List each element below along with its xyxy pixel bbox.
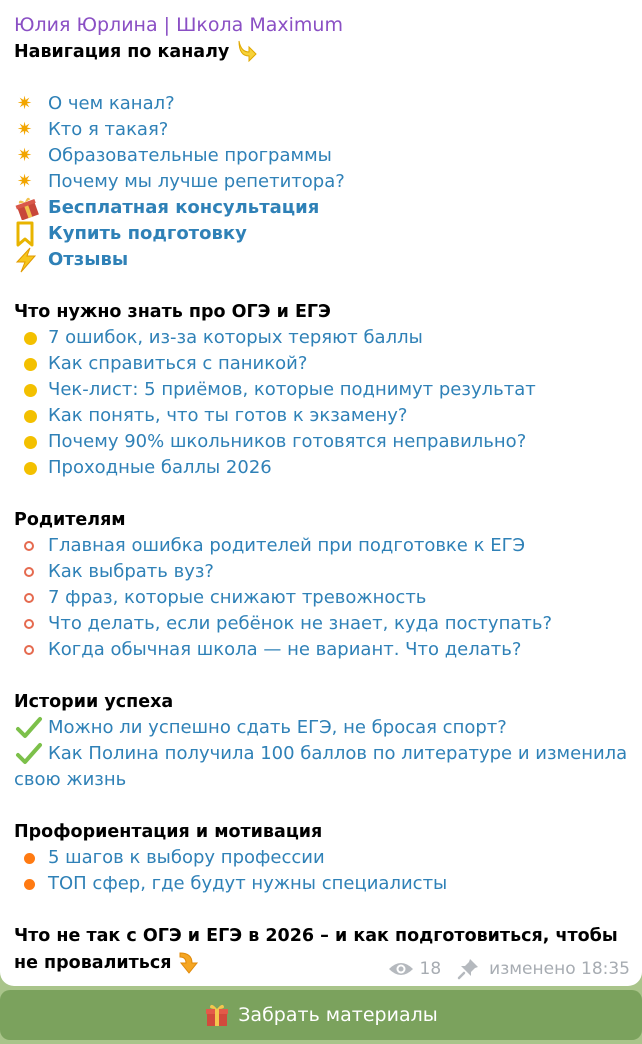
parents-item[interactable]: Как выбрать вуз?	[14, 559, 628, 585]
lightning-icon	[14, 247, 38, 273]
sparkle-icon: ✷	[17, 171, 33, 192]
nav-item-who[interactable]: ✷ Кто я такая?	[14, 117, 628, 143]
sparkle-icon: ✷	[17, 145, 33, 166]
views-count: 18	[419, 959, 442, 979]
nav-item-why[interactable]: ✷ Почему мы лучше репетитора?	[14, 169, 628, 195]
yellow-dot-icon	[24, 384, 37, 397]
yellow-dot-icon	[24, 410, 37, 423]
success-item[interactable]: Можно ли успешно сдать ЕГЭ, не бросая спорт?	[14, 715, 628, 741]
career-title: Профориентация и мотивация	[14, 822, 323, 842]
ring-icon	[24, 541, 34, 551]
get-materials-label: Забрать материалы	[238, 1004, 438, 1026]
nav-item-buy[interactable]: Купить подготовку	[14, 221, 628, 247]
footer-text: Что не так с ОГЭ и ЕГЭ в 2026 – и как подготовиться, чтобы не провалиться	[14, 926, 618, 973]
parents-item[interactable]: Главная ошибка родителей при подготовке к ЕГЭ	[14, 533, 628, 559]
eye-icon	[388, 960, 414, 978]
career-item[interactable]: ТОП сфер, где будут нужны специалисты	[14, 871, 628, 897]
gift-icon	[14, 196, 40, 220]
yellow-dot-icon	[24, 462, 37, 475]
parents-item[interactable]: Когда обычная школа — не вариант. Что делать?	[14, 637, 628, 663]
orange-dot-icon	[24, 879, 35, 890]
bookmark-icon	[14, 221, 36, 247]
message-meta	[388, 958, 631, 980]
parents-title: Родителям	[14, 510, 126, 530]
parents-item[interactable]: Что делать, если ребёнок не знает, куда поступать?	[14, 611, 628, 637]
pin-icon	[457, 958, 479, 980]
nav-item-about[interactable]: ✷ О чем канал?	[14, 91, 628, 117]
parents-item[interactable]: 7 фраз, которые снижают тревожность	[14, 585, 628, 611]
sparkle-icon: ✷	[17, 119, 33, 140]
oge-item[interactable]: Чек-лист: 5 приёмов, которые поднимут результат	[14, 377, 628, 403]
ring-icon	[24, 645, 34, 655]
success-item-continued[interactable]: свою жизнь	[14, 769, 127, 790]
yellow-dot-icon	[24, 436, 37, 449]
ring-icon	[24, 567, 34, 577]
yellow-dot-icon	[24, 332, 37, 345]
yellow-dot-icon	[24, 358, 37, 371]
checkmark-icon	[15, 742, 43, 766]
checkmark-icon	[15, 716, 43, 740]
channel-author[interactable]: Юлия Юрлина | Школа Maximum	[14, 14, 343, 36]
oge-item[interactable]: Как понять, что ты готов к экзамену?	[14, 403, 628, 429]
nav-item-consultation[interactable]: Бесплатная консультация	[14, 195, 628, 221]
success-item[interactable]: Как Полина получила 100 баллов по литературе и изменила	[14, 741, 628, 767]
oge-item[interactable]: Проходные баллы 2026	[14, 455, 628, 481]
ring-icon	[24, 593, 34, 603]
career-item[interactable]: 5 шагов к выбору профессии	[14, 845, 628, 871]
ring-icon	[24, 619, 34, 629]
oge-item[interactable]: 7 ошибок, из-за которых теряют баллы	[14, 325, 628, 351]
nav-item-programs[interactable]: ✷ Образовательные программы	[14, 143, 628, 169]
oge-item[interactable]: Почему 90% школьников готовятся неправильно?	[14, 429, 628, 455]
success-title: Истории успеха	[14, 692, 174, 712]
nav-item-reviews[interactable]: Отзывы	[14, 247, 628, 273]
nav-title: Навигация по каналу	[14, 38, 628, 65]
sparkle-icon: ✷	[17, 93, 33, 114]
gift-icon	[204, 1002, 230, 1028]
oge-title: Что нужно знать про ОГЭ и ЕГЭ	[14, 302, 331, 322]
arrow-down-right-icon	[235, 38, 259, 62]
edited-label: изменено 18:35	[489, 959, 630, 979]
orange-dot-icon	[24, 853, 35, 864]
oge-item[interactable]: Как справиться с паникой?	[14, 351, 628, 377]
arrow-curve-down-icon	[178, 949, 200, 975]
get-materials-button[interactable]	[0, 990, 642, 1040]
